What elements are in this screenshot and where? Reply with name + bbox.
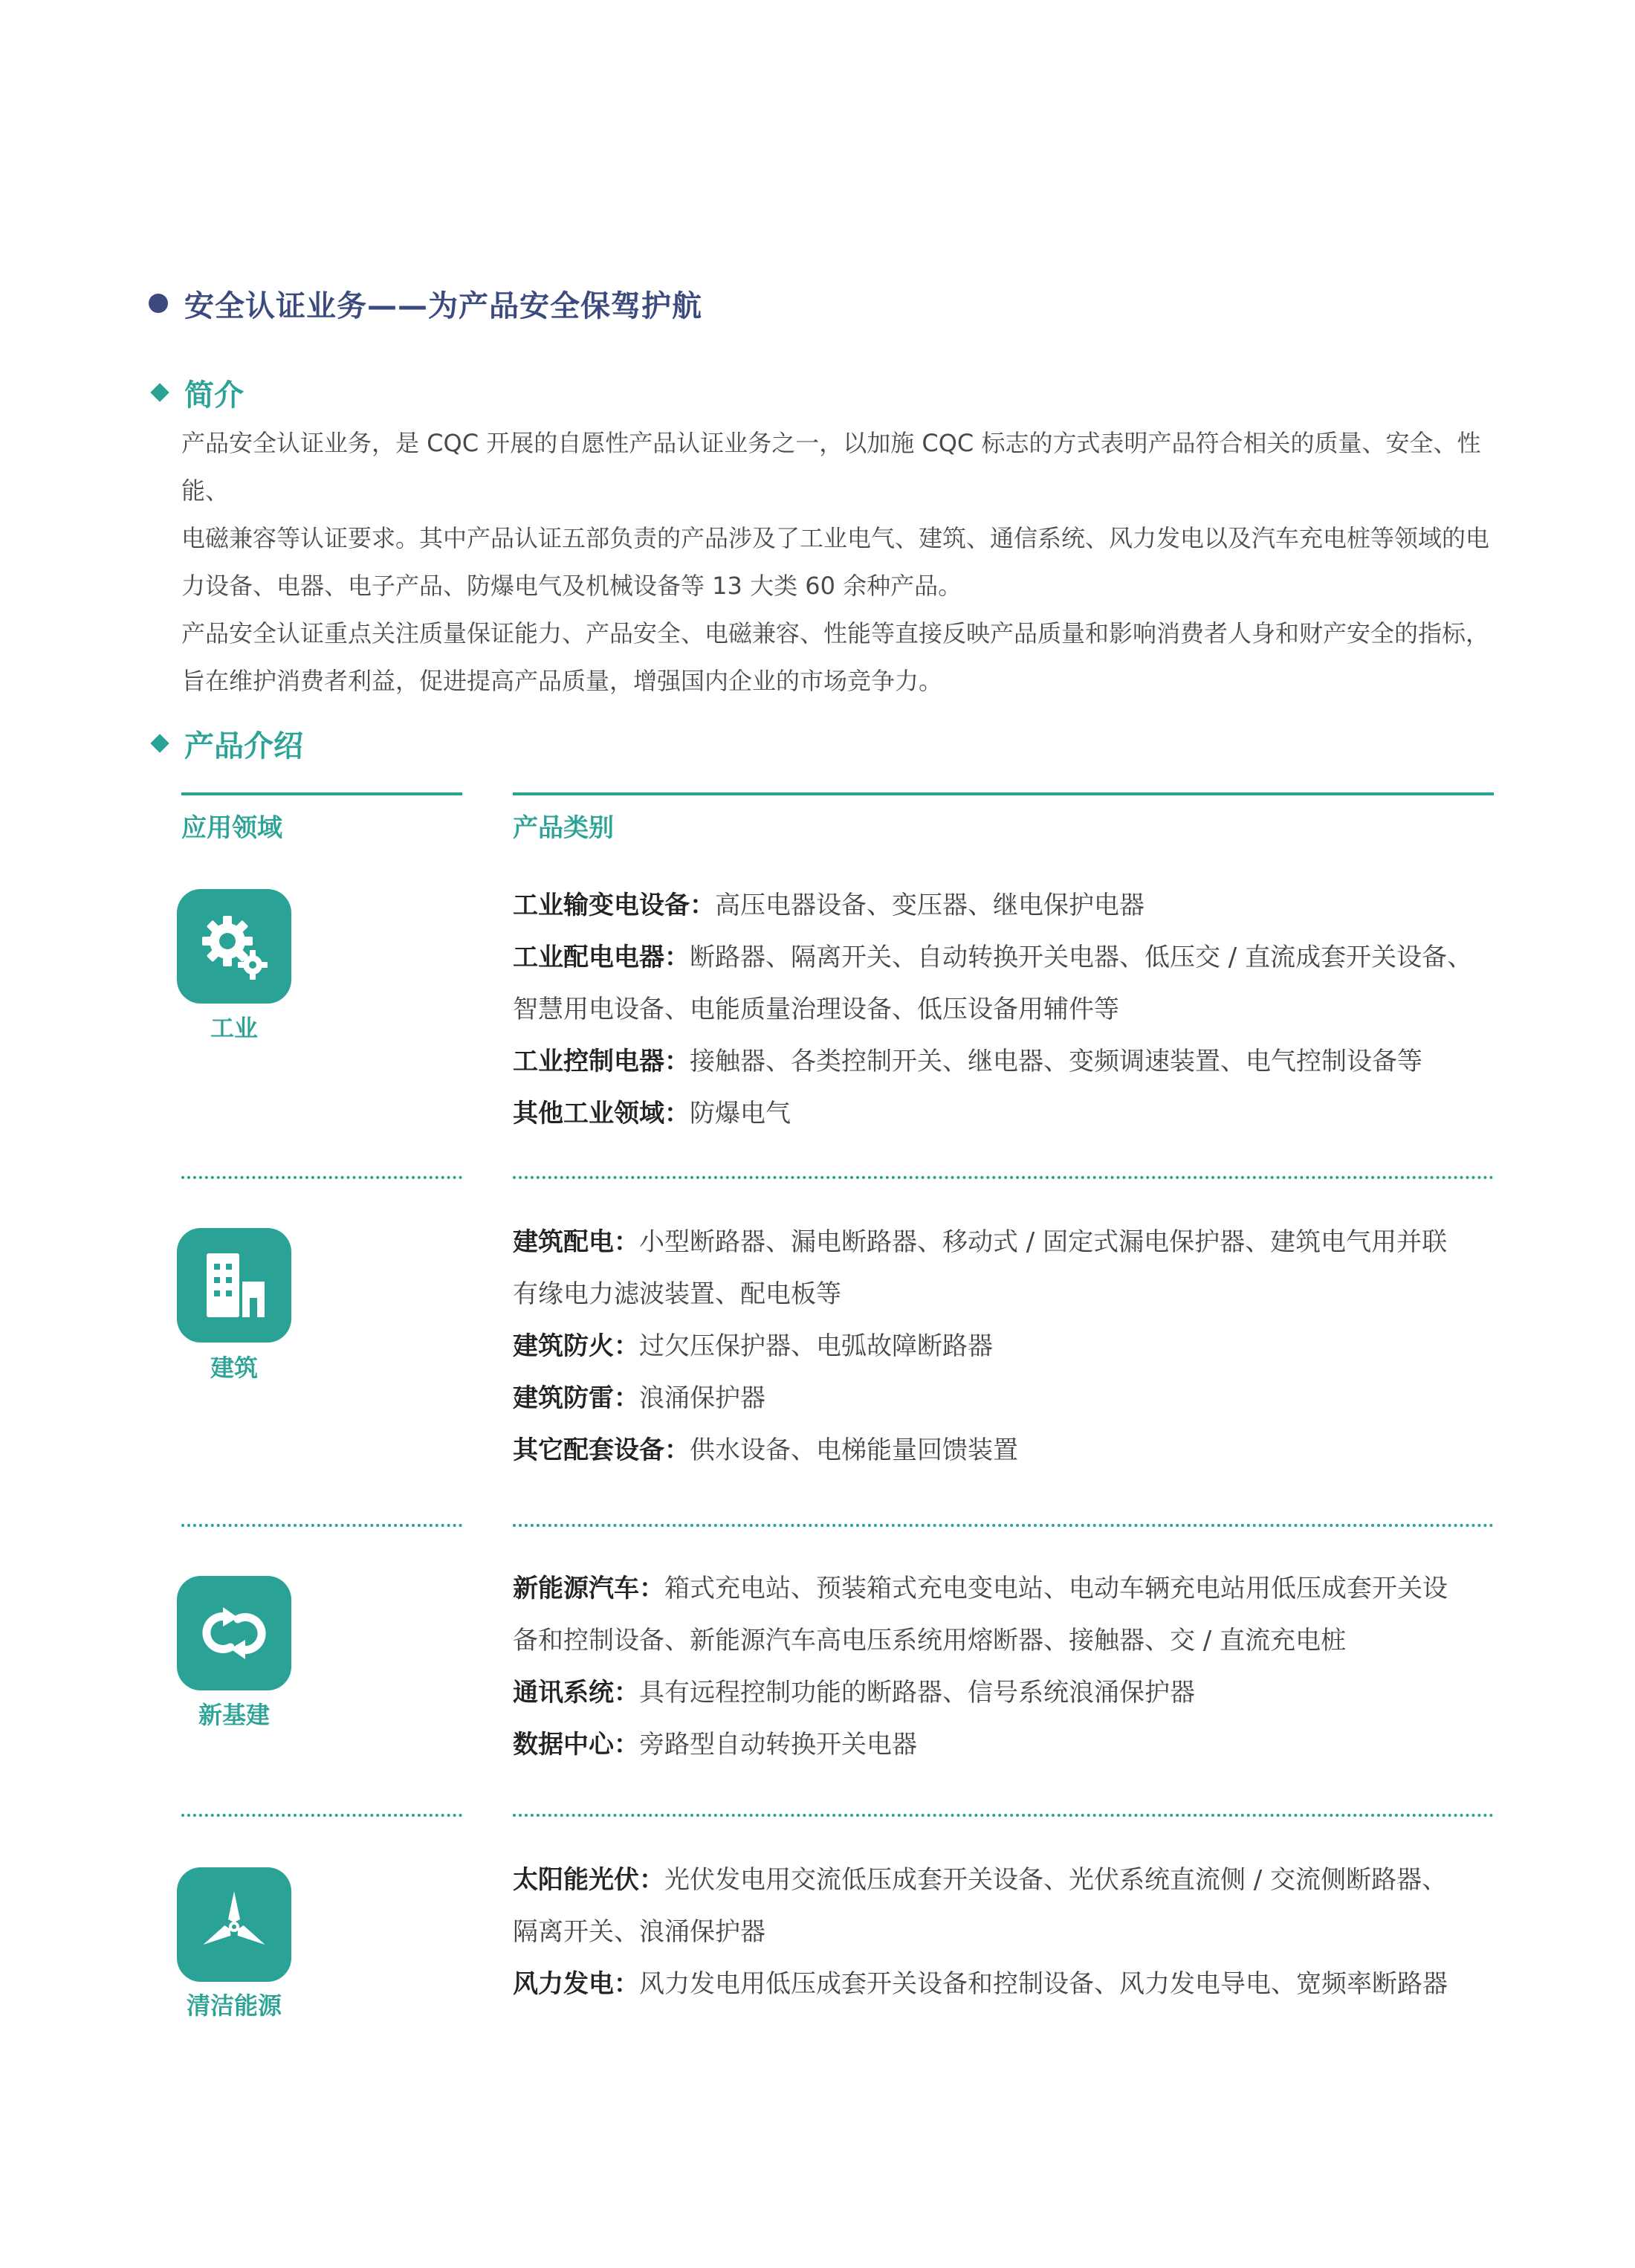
product-line: 其它配套设备：供水设备、电梯能量回馈装置 [513, 1435, 1018, 1465]
product-line: 太阳能光伏：光伏发电用交流低压成套开关设备、光伏系统直流侧 / 交流侧断路器、 [513, 1865, 1448, 1895]
intro-line: 产品安全认证重点关注质量保证能力、产品安全、电磁兼容、性能等直接反映产品质量和影响消费者人身和财产安全的指标， [181, 619, 1490, 647]
building-product-list [513, 1216, 1447, 1476]
product-line: 有缘电力滤波装置、配电板等 [513, 1279, 841, 1309]
dotted-separator [513, 1524, 1494, 1527]
intro-line: 旨在维护消费者利益，促进提高产品质量，增强国内企业的市场竞争力。 [181, 667, 943, 695]
products-heading [149, 721, 303, 766]
product-line: 智慧用电设备、电能质量治理设备、低压设备用辅件等 [513, 995, 1119, 1024]
intro-line: 产品安全认证业务，是 CQC 开展的自愿性产品认证业务之一，以加施 CQC 标志的方式表明产品符合相关的质量、安全、性能、 [181, 429, 1481, 505]
product-line: 工业输变电设备：高压电器设备、变压器、继电保护电器 [513, 891, 1144, 920]
product-line: 建筑防火：过欠压保护器、电弧故障断路器 [513, 1331, 993, 1361]
building-icon [193, 1244, 275, 1326]
new-infrastructure-icon-tile [177, 1576, 291, 1690]
category-column-header: 产品类别 [513, 813, 614, 843]
product-line: 建筑防雷：浪涌保护器 [513, 1383, 765, 1413]
product-line: 新能源汽车：箱式充电站、预装箱式充电变电站、电动车辆充电站用低压成套开关设 [513, 1574, 1448, 1603]
cycle-arrows-icon [193, 1592, 275, 1674]
new-infrastructure-product-list [513, 1563, 1448, 1771]
dotted-separator [181, 1524, 462, 1527]
product-line: 工业配电电器：断路器、隔离开关、自动转换开关电器、低压交 / 直流成套开关设备、 [513, 943, 1473, 972]
product-line: 风力发电：风力发电用低压成套开关设备和控制设备、风力发电导电、宽频率断路器 [513, 1969, 1448, 1999]
product-line: 数据中心：旁路型自动转换开关电器 [513, 1730, 917, 1760]
domain-label-building: 建筑 [210, 1354, 258, 1382]
product-line: 通讯系统：具有远程控制功能的断路器、信号系统浪涌保护器 [513, 1678, 1195, 1708]
intro-heading-text: 简介 [184, 378, 244, 413]
dotted-separator [181, 1176, 462, 1179]
product-line: 隔离开关、浪涌保护器 [513, 1917, 765, 1947]
domain-label-industry: 工业 [210, 1014, 258, 1042]
gears-icon [193, 905, 275, 987]
main-heading-text: 安全认证业务——为产品安全保驾护航 [184, 288, 702, 323]
industry-product-list [513, 879, 1472, 1140]
product-line: 备和控制设备、新能源汽车高电压系统用熔断器、接触器、交 / 直流充电桩 [513, 1626, 1347, 1655]
product-line: 其他工业领域：防爆电气 [513, 1099, 791, 1128]
dotted-separator [513, 1814, 1494, 1817]
intro-heading [149, 370, 244, 415]
domain-label-clean-energy: 清洁能源 [186, 1991, 282, 2020]
domain-column-header: 应用领域 [181, 813, 282, 843]
product-line: 工业控制电器：接触器、各类控制开关、继电器、变频调速装置、电气控制设备等 [513, 1047, 1422, 1076]
bullet-dot-icon [149, 294, 168, 313]
category-column-rule [513, 792, 1494, 795]
clean-energy-product-list [513, 1854, 1448, 2010]
dotted-separator [181, 1814, 462, 1817]
product-line: 建筑配电：小型断路器、漏电断路器、移动式 / 固定式漏电保护器、建筑电气用并联 [513, 1227, 1448, 1257]
domain-label-new-infrastructure: 新基建 [198, 1701, 270, 1729]
intro-line: 力设备、电器、电子产品、防爆电气及机械设备等 13 大类 60 余种产品。 [181, 572, 962, 600]
clean-energy-icon-tile [177, 1867, 291, 1982]
diamond-bullet-icon [150, 383, 169, 401]
domain-column-rule [181, 792, 462, 795]
building-icon-tile [177, 1228, 291, 1343]
industry-icon-tile [177, 889, 291, 1004]
main-heading [149, 281, 702, 326]
dotted-separator [513, 1176, 1494, 1179]
intro-paragraph [181, 419, 1497, 705]
diamond-bullet-icon [150, 734, 169, 752]
products-heading-text: 产品介绍 [184, 728, 303, 763]
wind-turbine-icon [193, 1884, 275, 1965]
intro-line: 电磁兼容等认证要求。其中产品认证五部负责的产品涉及了工业电气、建筑、通信系统、风力发电以及汽车充电桩等领域的电 [181, 524, 1490, 552]
